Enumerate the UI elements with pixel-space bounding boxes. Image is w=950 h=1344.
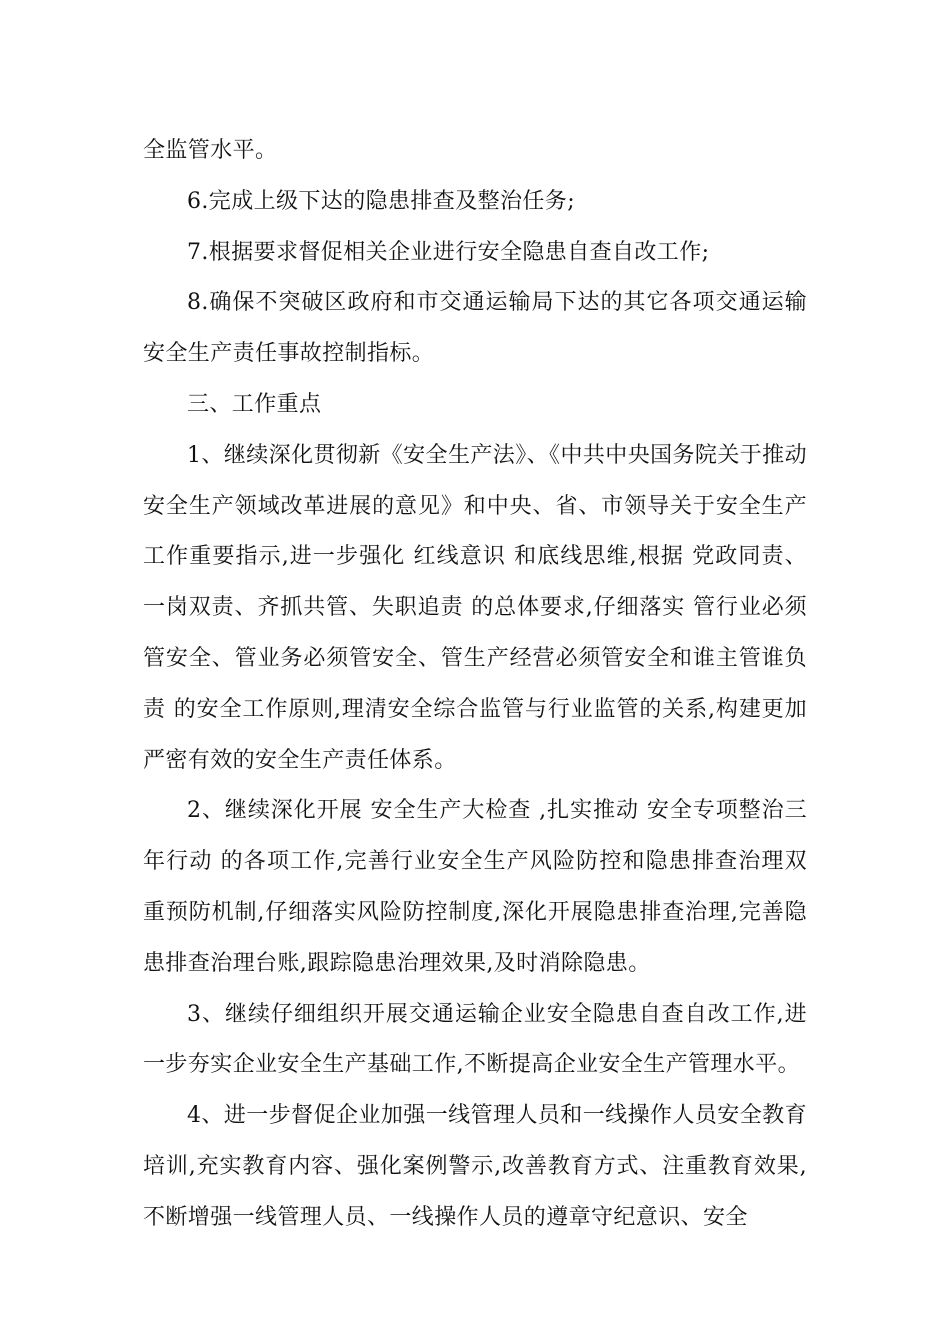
paragraph-item-7: 7.根据要求督促相关企业进行安全隐患自查自改工作; [187,239,710,265]
document-body [143,126,807,1244]
paragraph-focus-3: 3、继续仔细组织开展交通运输企业安全隐患自查自改工作,进一步夯实企业安全生产基础工作,不断提高企业安全生产管理水平。 [143,1001,807,1078]
paragraph-item-6: 6.完成上级下达的隐患排查及整治任务; [187,188,576,214]
paragraph-item-8: 8.确保不突破区政府和市交通运输局下达的其它各项交通运输安全生产责任事故控制指标。 [143,290,807,367]
paragraph-focus-1: 1、继续深化贯彻新《安全生产法》、《中共中央国务院关于推动安全生产领域改革进展的意见》和中央、省、市领导关于安全生产工作重要指示,进一步强化 红线意识 和底线思维,根据 党政同责、一岗双责、齐抓共管、失职追责 的总体要求,仔细落实 管行业必须管安全、管业务必须管安全、管生产经营必须管安全和谁主管谁负责 的安全工作原则,理清安全综合监管与行业监管的关系,构建更加严密有效的安全生产责任体系。 [143,442,807,773]
paragraph-focus-4: 4、进一步督促企业加强一线管理人员和一线操作人员安全教育培训,充实教育内容、强化案例警示,改善教育方式、注重教育效果,不断增强一线管理人员、一线操作人员的遵章守纪意识、安全 [143,1103,807,1230]
paragraph-continuation: 全监管水平。 [143,138,278,163]
paragraph-focus-2: 2、继续深化开展 安全生产大检查 ,扎实推动 安全专项整治三年行动 的各项工作,完善行业安全生产风险防控和隐患排查治理双重预防机制,仔细落实风险防控制度,深化开展隐患排查治理,完善隐患排查治理台账,跟踪隐患治理效果,及时消除隐患。 [143,798,807,976]
section-heading-work-focus: 三、工作重点 [187,391,322,417]
